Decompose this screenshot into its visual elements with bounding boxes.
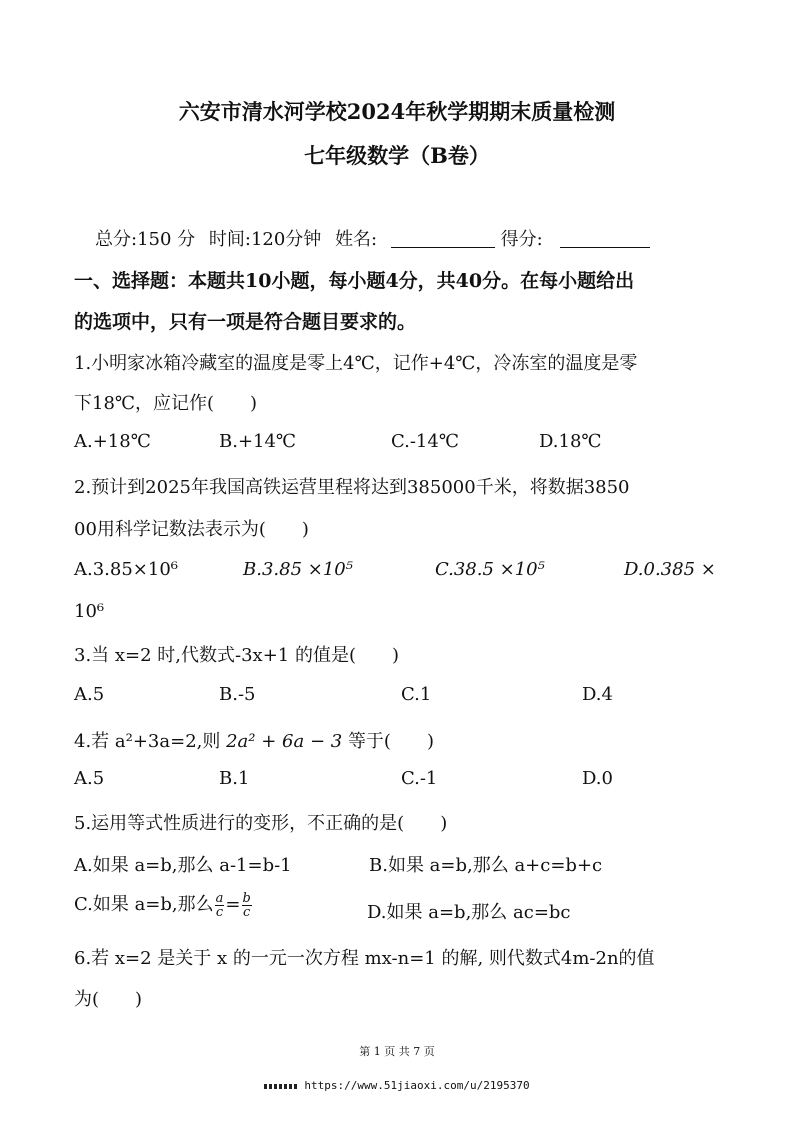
source-footer bbox=[0, 1079, 794, 1092]
q4-option-b: B.1 bbox=[219, 768, 250, 789]
q1-option-c: C.-14℃ bbox=[391, 431, 459, 452]
source-url[interactable]: https://www.51jiaoxi.com/u/2195370 bbox=[304, 1079, 530, 1092]
exam-subtitle: 七年级数学（B卷） bbox=[304, 143, 490, 168]
q6-text-line1: 6.若 x=2 是关于 x 的一元一次方程 mx-n=1 的解, 则代数式4m-2n的值 bbox=[74, 948, 655, 969]
q4-option-a: A.5 bbox=[74, 768, 105, 789]
exam-time: 时间:120分钟 bbox=[208, 229, 322, 250]
q4-suffix: 等于( ) bbox=[347, 731, 434, 752]
q2-text-line2: 00用科学记数法表示为( ) bbox=[74, 519, 309, 540]
q6-text-line2: 为( ) bbox=[74, 989, 143, 1010]
name-label: 姓名: bbox=[335, 229, 378, 250]
q3-text: 3.当 x=2 时,代数式-3x+1 的值是( ) bbox=[74, 645, 400, 666]
q4-option-d: D.0 bbox=[582, 768, 613, 789]
q2-option-a: A.3.85×10⁶ bbox=[74, 559, 179, 580]
q2-text-line1: 2.预计到2025年我国高铁运营里程将达到385000千米，将数据3850 bbox=[74, 477, 630, 498]
q5-text: 5.运用等式性质进行的变形，不正确的是( ) bbox=[74, 813, 448, 834]
section-heading-line1: 一、选择题：本题共10小题，每小题4分，共40分。在每小题给出 bbox=[74, 270, 635, 292]
q4-option-c: C.-1 bbox=[401, 768, 438, 789]
q4-expression: 2a² + 6a − 3 bbox=[226, 731, 343, 752]
fraction-denominator: c bbox=[215, 904, 224, 920]
q5-option-d: D.如果 a=b,那么 ac=bc bbox=[367, 902, 571, 923]
q1-text-line1: 1.小明家冰箱冷藏室的温度是零上4℃，记作+4℃，冷冻室的温度是零 bbox=[74, 353, 638, 374]
q2-option-c: C.38.5 ×10⁵ bbox=[435, 559, 545, 580]
q3-option-b: B.-5 bbox=[219, 684, 256, 705]
q5-option-c-prefix: C.如果 a=b,那么 bbox=[74, 894, 214, 915]
exam-info-row bbox=[95, 225, 650, 251]
section-heading-line2: 的选项中，只有一项是符合题目要求的。 bbox=[74, 311, 417, 333]
q1-option-a: A.+18℃ bbox=[74, 431, 151, 452]
fraction-b-over-c bbox=[242, 892, 252, 919]
total-score: 总分:150 分 bbox=[95, 229, 196, 250]
fraction-numerator: b bbox=[242, 890, 251, 906]
fraction-denominator: c bbox=[243, 904, 251, 920]
page-number: 第 1 页 共 7 页 bbox=[359, 1045, 435, 1058]
q5-option-a: A.如果 a=b,那么 a-1=b-1 bbox=[74, 855, 292, 876]
score-blank bbox=[560, 229, 650, 248]
q3-option-d: D.4 bbox=[582, 684, 613, 705]
q4-prefix: 4.若 a²+3a=2,则 bbox=[74, 731, 221, 752]
q1-option-d: D.18℃ bbox=[539, 431, 602, 452]
q5-option-c bbox=[74, 890, 253, 919]
fraction-numerator: a bbox=[215, 890, 224, 906]
q2-option-d-wrap: 10⁶ bbox=[74, 601, 105, 622]
watermark-logo bbox=[264, 1084, 298, 1089]
exam-title: 六安市清水河学校2024年秋学期期末质量检测 bbox=[178, 99, 616, 124]
equals-sign: = bbox=[225, 894, 241, 915]
q5-option-b: B.如果 a=b,那么 a+c=b+c bbox=[369, 855, 603, 876]
fraction-a-over-c bbox=[215, 892, 225, 919]
q4-text bbox=[74, 727, 434, 753]
q1-option-b: B.+14℃ bbox=[219, 431, 297, 452]
q3-option-a: A.5 bbox=[74, 684, 105, 705]
q2-option-d: D.0.385 × bbox=[624, 559, 716, 580]
q1-text-line2: 下18℃，应记作( ) bbox=[74, 393, 258, 414]
score-label: 得分: bbox=[500, 229, 543, 250]
q3-option-c: C.1 bbox=[401, 684, 432, 705]
q2-option-b: B.3.85 ×10⁵ bbox=[243, 559, 353, 580]
name-blank bbox=[391, 229, 495, 248]
